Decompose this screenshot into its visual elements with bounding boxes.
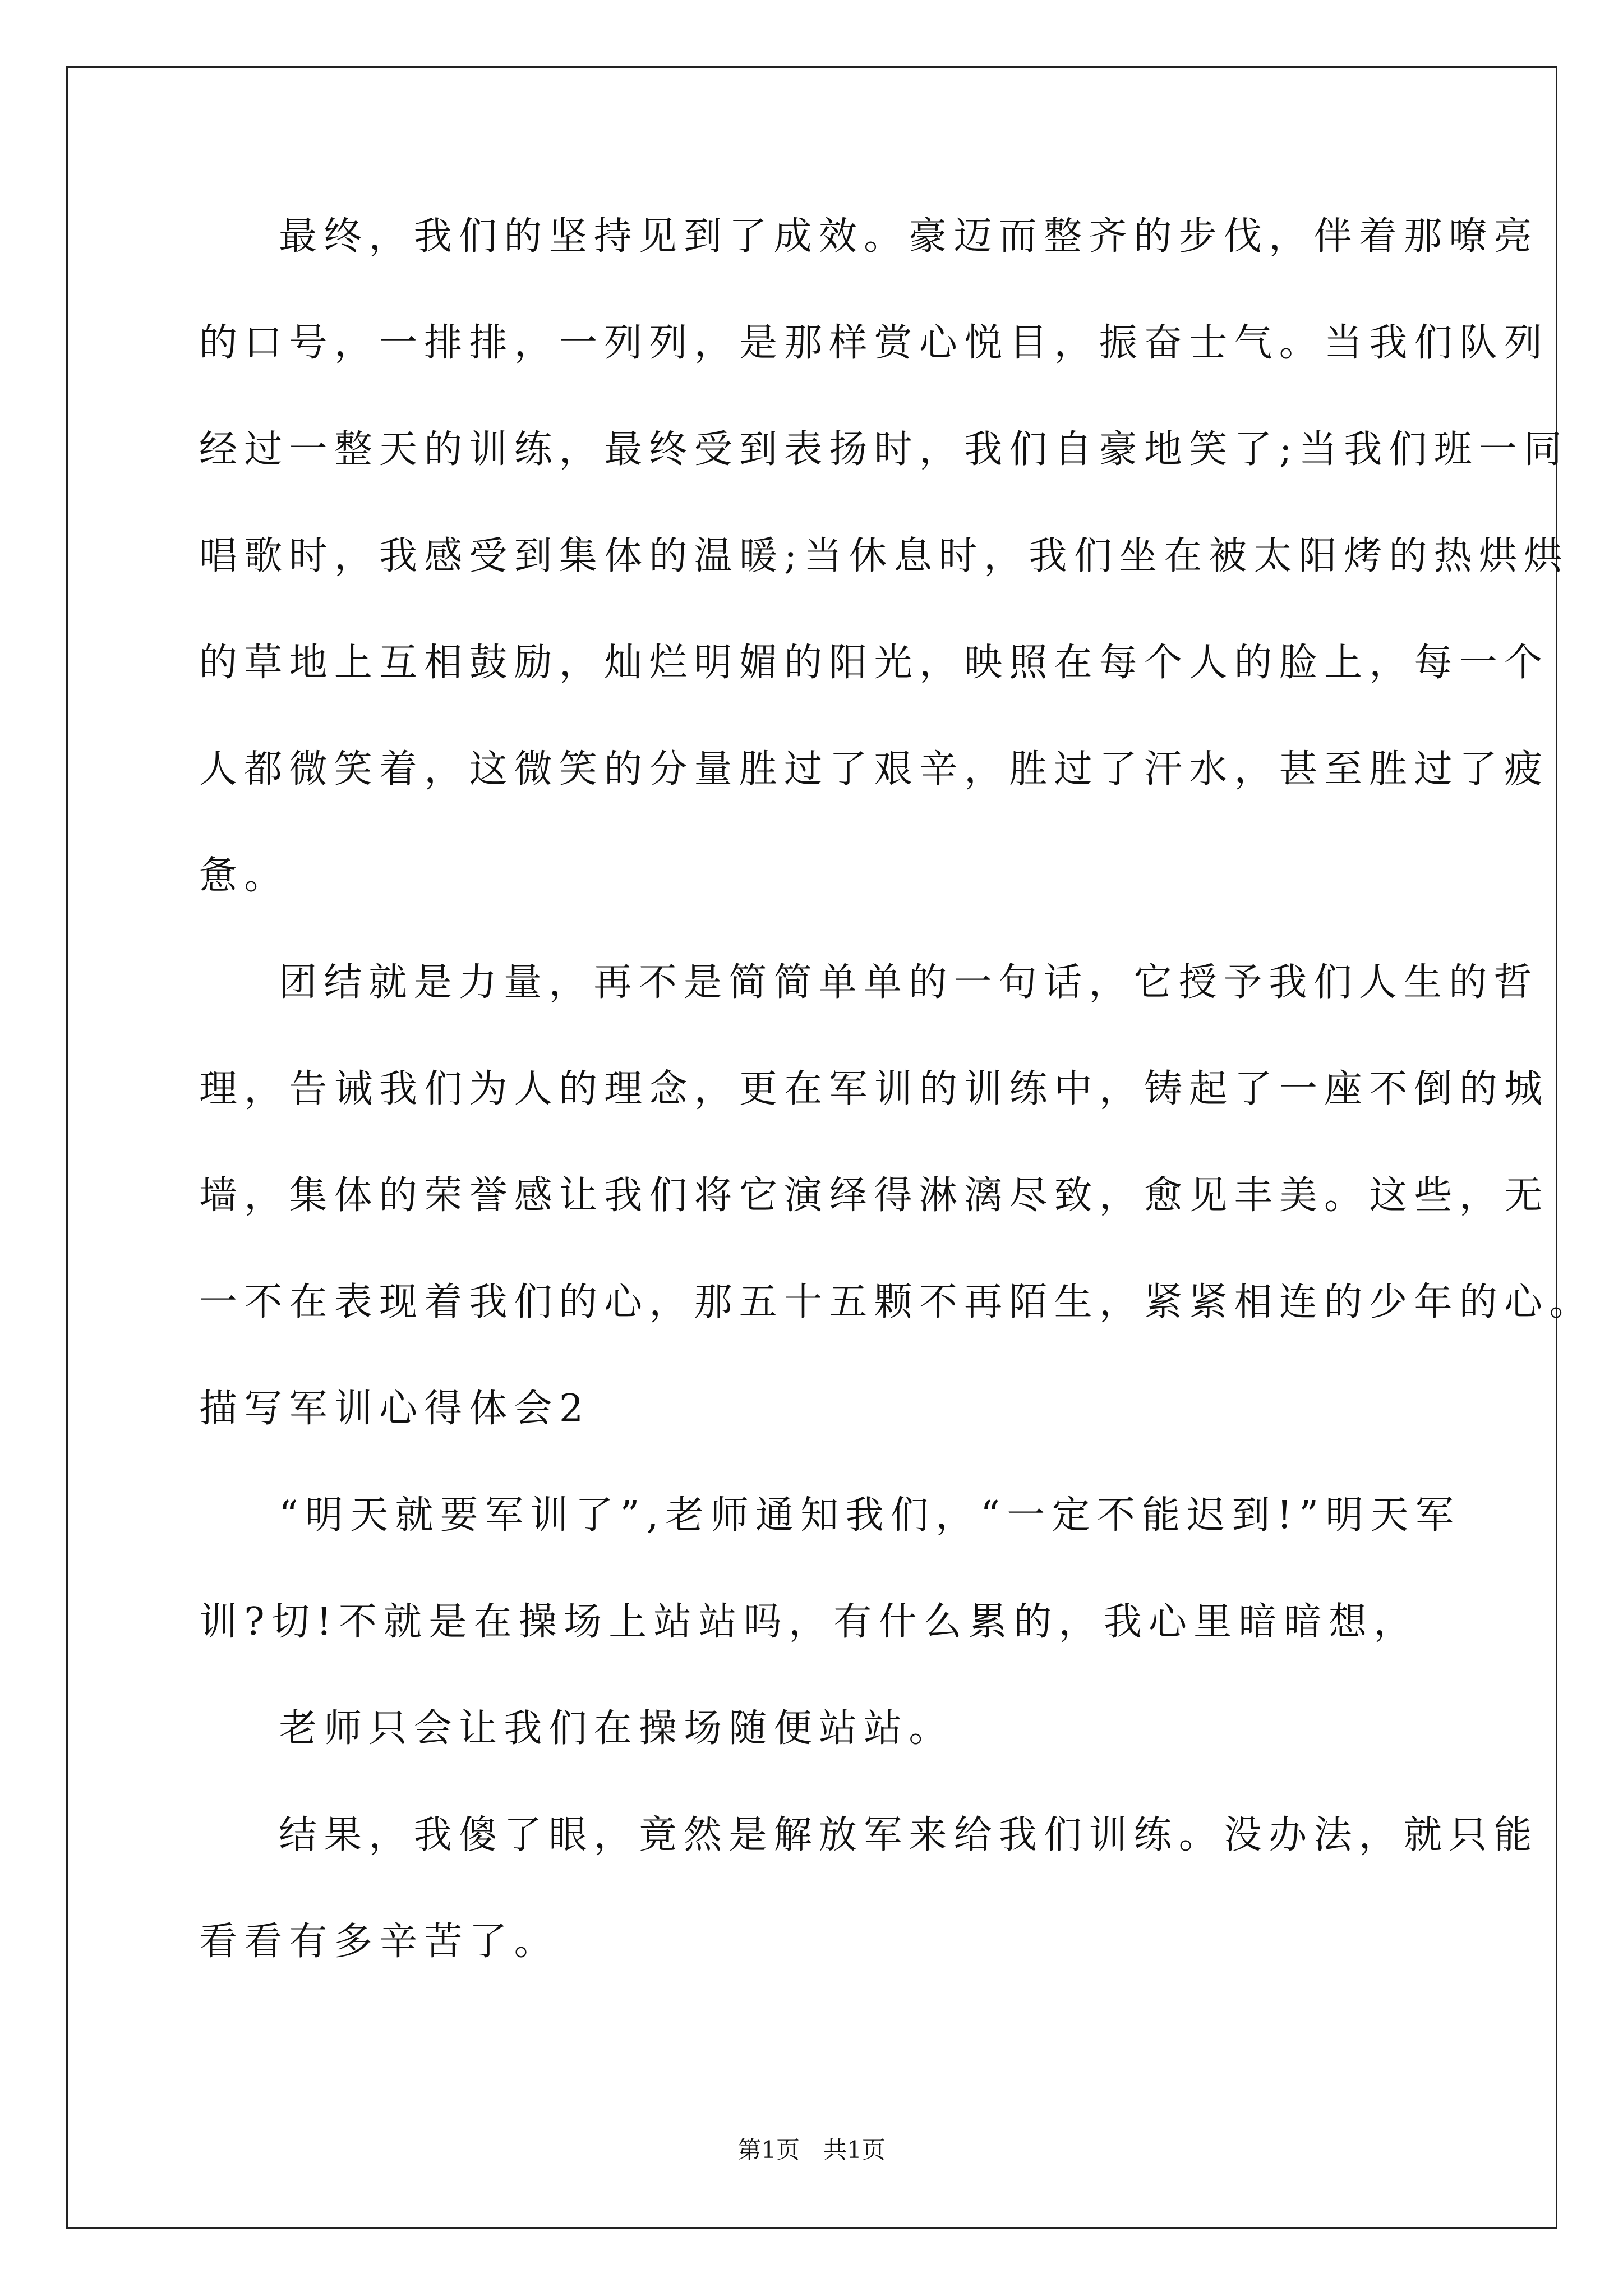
paragraph-line: 的口号，一排排，一列列，是那样赏心悦目，振奋士气。当我们队列 — [199, 321, 1550, 365]
paragraph-line: 人都微笑着，这微笑的分量胜过了艰辛，胜过了汗水，甚至胜过了疲 — [199, 747, 1550, 792]
paragraph-line: 惫。 — [199, 854, 289, 898]
paragraph-line: 墙，集体的荣誉感让我们将它演绎得淋漓尽致，愈见丰美。这些，无 — [199, 1174, 1550, 1218]
paragraph-line: 结果，我傻了眼，竟然是解放军来给我们训练。没办法，就只能 — [279, 1813, 1539, 1857]
paragraph-line: “明天就要军训了”,老师通知我们，“一定不能迟到!”明天军 — [279, 1493, 1460, 1538]
document-body — [199, 209, 1594, 2021]
paragraph-line: 经过一整天的训练，最终受到表扬时，我们自豪地笑了;当我们班一同 — [199, 427, 1569, 472]
section-heading: 描写军训心得体会2 — [199, 1387, 591, 1431]
paragraph-line: 理，告诫我们为人的理念，更在军训的训练中，铸起了一座不倒的城 — [199, 1067, 1550, 1111]
page-footer: 第1页 共1页 — [737, 2136, 886, 2164]
paragraph-line: 老师只会让我们在操场随便站站。 — [279, 1706, 954, 1751]
paragraph-line: 看看有多辛苦了。 — [199, 1920, 559, 1964]
paragraph-line: 唱歌时，我感受到集体的温暖;当休息时，我们坐在被太阳烤的热烘烘 — [199, 534, 1569, 578]
paragraph-line: 团结就是力量，再不是简简单单的一句话，它授予我们人生的哲 — [279, 960, 1539, 1005]
paragraph-line: 训?切!不就是在操场上站站吗，有什么累的，我心里暗暗想， — [199, 1600, 1419, 1644]
paragraph-line: 最终，我们的坚持见到了成效。豪迈而整齐的步伐，伴着那嘹亮 — [279, 214, 1539, 259]
paragraph-line: 一不在表现着我们的心，那五十五颗不再陌生，紧紧相连的少年的心。 — [199, 1280, 1594, 1324]
paragraph-line: 的草地上互相鼓励，灿烂明媚的阳光，映照在每个人的脸上，每一个 — [199, 641, 1550, 685]
